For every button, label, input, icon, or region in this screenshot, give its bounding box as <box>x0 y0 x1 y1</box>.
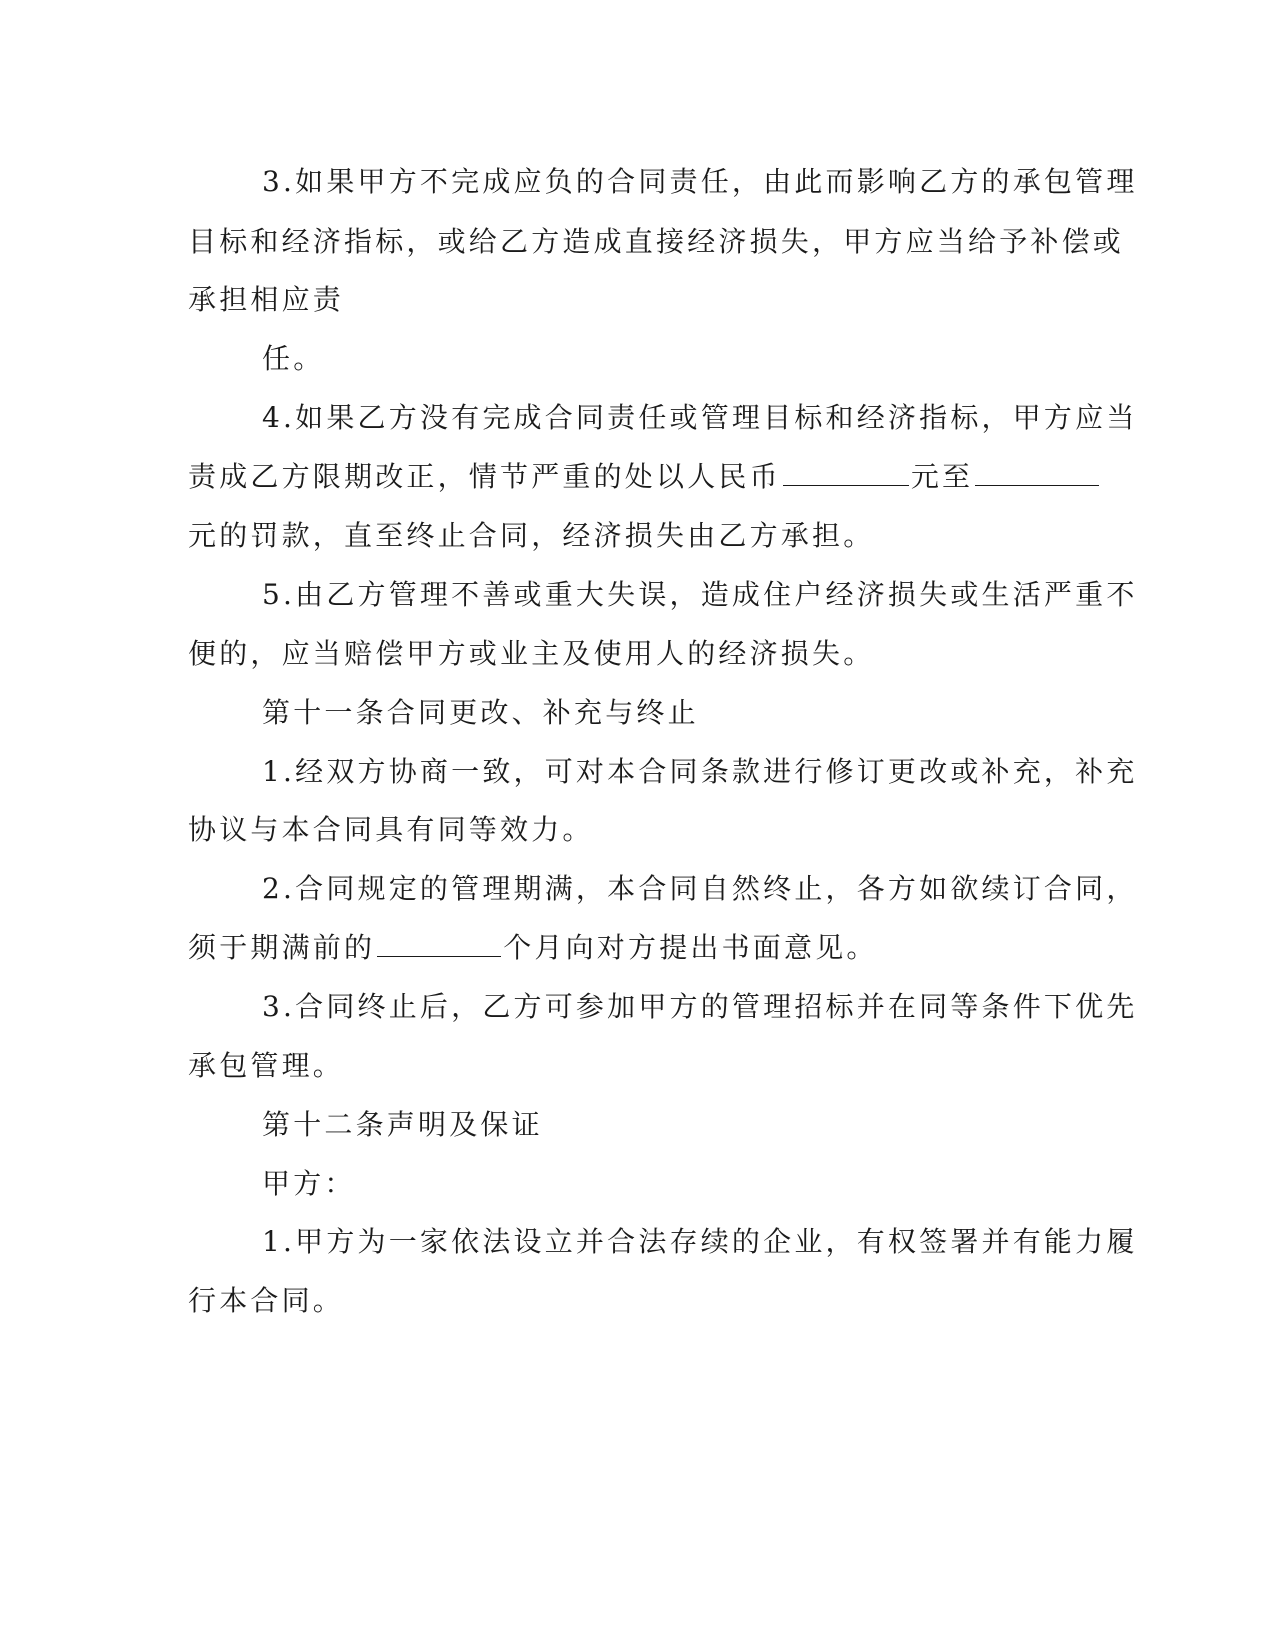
paragraph-line: 任。 <box>262 342 325 375</box>
paragraph-line: 便的，应当赔偿甲方或业主及使用人的经济损失。 <box>188 637 875 670</box>
paragraph-line: 承包管理。 <box>188 1049 345 1082</box>
line-text: 个月向对方提出书面意见。 <box>503 931 878 964</box>
paragraph-line: 1.经双方协商一致，可对本合同条款进行修订更改或补充，补充 <box>262 755 1138 788</box>
paragraph-line: 4.如果乙方没有完成合同责任或管理目标和经济指标，甲方应当 <box>262 401 1138 434</box>
section-heading: 第十二条声明及保证 <box>262 1108 543 1141</box>
paragraph-line: 1.甲方为一家依法设立并合法存续的企业，有权签署并有能力履 <box>262 1225 1138 1258</box>
fill-in-blank <box>975 459 1099 486</box>
paragraph-line: 2.合同规定的管理期满，本合同自然终止，各方如欲续订合同， <box>262 872 1138 905</box>
fill-in-blank <box>377 930 501 957</box>
paragraph-line <box>188 459 1101 495</box>
paragraph-line: 元的罚款，直至终止合同，经济损失由乙方承担。 <box>188 519 875 552</box>
section-heading: 第十一条合同更改、补充与终止 <box>262 696 699 729</box>
line-text: 责成乙方限期改正，情节严重的处以人民币 <box>188 460 781 493</box>
paragraph-line <box>188 930 878 966</box>
party-label: 甲方： <box>262 1167 356 1200</box>
paragraph-line: 3.如果甲方不完成应负的合同责任，由此而影响乙方的承包管理 <box>262 165 1138 198</box>
line-text: 元至 <box>910 460 974 493</box>
line-text: 须于期满前的 <box>188 931 376 964</box>
paragraph-line: 3.合同终止后，乙方可参加甲方的管理招标并在同等条件下优先 <box>262 990 1138 1023</box>
fill-in-blank <box>783 459 909 486</box>
paragraph-line: 目标和经济指标，或给乙方造成直接经济损失，甲方应当给予补偿或 <box>188 225 1125 258</box>
paragraph-line: 行本合同。 <box>188 1284 345 1317</box>
paragraph-line: 承担相应责 <box>188 283 345 316</box>
paragraph-line: 5.由乙方管理不善或重大失误，造成住户经济损失或生活严重不 <box>262 578 1138 611</box>
paragraph-line: 协议与本合同具有同等效力。 <box>188 813 594 846</box>
